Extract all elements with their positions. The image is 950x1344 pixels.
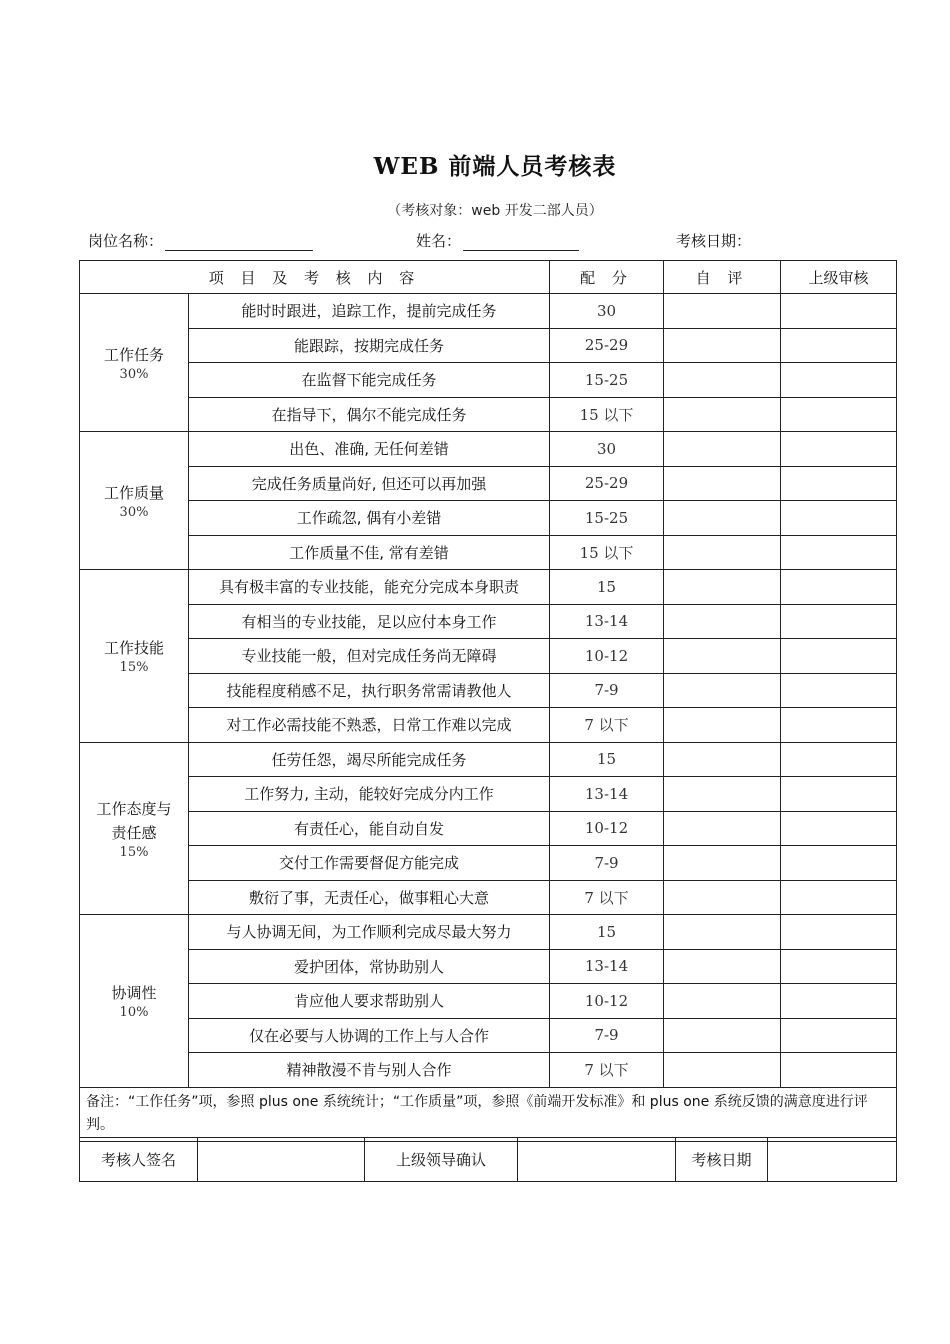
- header-items: 项 目 及 考 核 内 容: [80, 261, 550, 294]
- criteria-score: 15: [550, 915, 664, 950]
- criteria-row: [80, 811, 897, 846]
- criteria-score: 15-25: [550, 363, 664, 398]
- criteria-text: 在指导下，偶尔不能完成任务: [189, 397, 550, 432]
- position-label: 岗位名称：: [88, 232, 164, 250]
- criteria-score: 15: [550, 742, 664, 777]
- self-rating-cell[interactable]: [664, 777, 781, 812]
- criteria-text: 工作疏忽, 偶有小差错: [189, 501, 550, 536]
- self-rating-cell[interactable]: [664, 880, 781, 915]
- assessment-date-label: 考核日期: [676, 1138, 768, 1182]
- criteria-score: 15 以下: [550, 535, 664, 570]
- self-rating-cell[interactable]: [664, 1053, 781, 1088]
- criteria-score: 7-9: [550, 1018, 664, 1053]
- superior-review-cell[interactable]: [781, 535, 897, 570]
- self-rating-cell[interactable]: [664, 432, 781, 467]
- self-rating-cell[interactable]: [664, 466, 781, 501]
- criteria-score: 10-12: [550, 811, 664, 846]
- criteria-score: 7-9: [550, 673, 664, 708]
- criteria-score: 30: [550, 294, 664, 329]
- criteria-text: 对工作必需技能不熟悉，日常工作难以完成: [189, 708, 550, 743]
- criteria-row: [80, 984, 897, 1019]
- criteria-score: 10-12: [550, 984, 664, 1019]
- superior-review-cell[interactable]: [781, 777, 897, 812]
- self-rating-cell[interactable]: [664, 501, 781, 536]
- superior-review-cell[interactable]: [781, 949, 897, 984]
- name-label: 姓名：: [416, 232, 462, 250]
- category-cell: [80, 915, 189, 1088]
- criteria-row: [80, 604, 897, 639]
- criteria-text: 任劳任怨，竭尽所能完成任务: [189, 742, 550, 777]
- criteria-score: 15: [550, 570, 664, 605]
- criteria-row: [80, 1018, 897, 1053]
- criteria-text: 专业技能一般，但对完成任务尚无障碍: [189, 639, 550, 674]
- criteria-text: 工作努力, 主动，能较好完成分内工作: [189, 777, 550, 812]
- criteria-row: [80, 880, 897, 915]
- superior-review-cell[interactable]: [781, 432, 897, 467]
- self-rating-cell[interactable]: [664, 984, 781, 1019]
- criteria-row: [80, 846, 897, 881]
- criteria-score: 13-14: [550, 949, 664, 984]
- self-rating-cell[interactable]: [664, 949, 781, 984]
- superior-review-cell[interactable]: [781, 294, 897, 329]
- category-name: 工作任务: [103, 346, 164, 364]
- category-cell: [80, 432, 189, 570]
- category-weight: 10%: [119, 1005, 149, 1021]
- page-title: WEB 前端人员考核表: [373, 153, 617, 180]
- superior-review-cell[interactable]: [781, 501, 897, 536]
- self-rating-cell[interactable]: [664, 846, 781, 881]
- criteria-text: 精神散漫不肯与别人合作: [189, 1053, 550, 1088]
- criteria-text: 与人协调无间，为工作顺利完成尽最大努力: [189, 915, 550, 950]
- criteria-text: 在监督下能完成任务: [189, 363, 550, 398]
- superior-review-cell[interactable]: [781, 673, 897, 708]
- superior-review-cell[interactable]: [781, 811, 897, 846]
- position-field: [88, 230, 313, 251]
- category-weight: 30%: [119, 367, 149, 382]
- category-name: 协调性: [111, 984, 157, 1003]
- criteria-text: 工作质量不佳, 常有差错: [189, 535, 550, 570]
- criteria-text: 能时时跟进，追踪工作，提前完成任务: [189, 294, 550, 329]
- criteria-score: 7 以下: [550, 708, 664, 743]
- category-name: 工作质量: [103, 484, 164, 502]
- page-subtitle: （考核对象：web 开发二部人员）: [387, 203, 603, 219]
- criteria-row: [80, 535, 897, 570]
- superior-review-cell[interactable]: [781, 397, 897, 432]
- assessor-label: 考核人签名: [80, 1138, 198, 1182]
- superior-review-cell[interactable]: [781, 328, 897, 363]
- criteria-text: 能跟踪，按期完成任务: [189, 328, 550, 363]
- criteria-text: 肯应他人要求帮助别人: [189, 984, 550, 1019]
- self-rating-cell[interactable]: [664, 811, 781, 846]
- date-label: 考核日期：: [676, 232, 752, 250]
- header-score: 配 分: [550, 261, 664, 294]
- note-row: [80, 1087, 897, 1141]
- criteria-text: 完成任务质量尚好, 但还可以再加强: [189, 466, 550, 501]
- signature-row: [80, 1138, 897, 1182]
- category-cell: [80, 570, 189, 743]
- criteria-text: 技能程度稍感不足，执行职务常需请教他人: [189, 673, 550, 708]
- criteria-text: 仅在必要与人协调的工作上与人合作: [189, 1018, 550, 1053]
- criteria-score: 25-29: [550, 328, 664, 363]
- category-name: 工作态度与责任感: [96, 799, 172, 842]
- superior-review-cell[interactable]: [781, 880, 897, 915]
- self-rating-cell[interactable]: [664, 1018, 781, 1053]
- name-field: [416, 230, 579, 251]
- superior-review-cell[interactable]: [781, 1018, 897, 1053]
- header-superior: 上级审核: [781, 261, 897, 294]
- criteria-score: 7 以下: [550, 880, 664, 915]
- superior-review-cell[interactable]: [781, 984, 897, 1019]
- criteria-text: 交付工作需要督促方能完成: [189, 846, 550, 881]
- superior-review-cell[interactable]: [781, 742, 897, 777]
- criteria-row: [80, 639, 897, 674]
- criteria-text: 出色、准确, 无任何差错: [189, 432, 550, 467]
- self-rating-cell[interactable]: [664, 673, 781, 708]
- criteria-score: 30: [550, 432, 664, 467]
- superior-review-cell[interactable]: [781, 639, 897, 674]
- date-field: [676, 230, 751, 251]
- criteria-score: 13-14: [550, 604, 664, 639]
- criteria-score: 10-12: [550, 639, 664, 674]
- self-rating-cell[interactable]: [664, 363, 781, 398]
- criteria-score: 15 以下: [550, 397, 664, 432]
- category-cell: [80, 742, 189, 915]
- criteria-row: [80, 432, 897, 467]
- criteria-score: 15-25: [550, 501, 664, 536]
- assessment-table: [79, 260, 897, 1142]
- superior-review-cell[interactable]: [781, 708, 897, 743]
- criteria-row: [80, 570, 897, 605]
- self-rating-cell[interactable]: [664, 639, 781, 674]
- criteria-row: [80, 949, 897, 984]
- self-rating-cell[interactable]: [664, 708, 781, 743]
- header-self: 自 评: [664, 261, 781, 294]
- category-weight: 15%: [119, 844, 149, 860]
- self-rating-cell[interactable]: [664, 535, 781, 570]
- criteria-row: [80, 328, 897, 363]
- superior-review-cell[interactable]: [781, 846, 897, 881]
- criteria-row: [80, 742, 897, 777]
- table-header-row: [80, 261, 897, 294]
- signature-table: [79, 1137, 897, 1182]
- criteria-row: [80, 294, 897, 329]
- name-blank[interactable]: [463, 236, 579, 251]
- category-weight: 15%: [119, 660, 149, 676]
- criteria-row: [80, 397, 897, 432]
- self-rating-cell[interactable]: [664, 397, 781, 432]
- superior-review-cell[interactable]: [781, 570, 897, 605]
- criteria-row: [80, 466, 897, 501]
- criteria-row: [80, 363, 897, 398]
- self-rating-cell[interactable]: [664, 328, 781, 363]
- self-rating-cell[interactable]: [664, 604, 781, 639]
- criteria-text: 有责任心，能自动自发: [189, 811, 550, 846]
- criteria-score: 25-29: [550, 466, 664, 501]
- self-rating-cell[interactable]: [664, 915, 781, 950]
- criteria-text: 具有极丰富的专业技能，能充分完成本身职责: [189, 570, 550, 605]
- assessor-signature-cell[interactable]: [198, 1138, 365, 1182]
- category-cell: [80, 294, 189, 432]
- criteria-row: [80, 777, 897, 812]
- superior-review-cell[interactable]: [781, 466, 897, 501]
- superior-review-cell[interactable]: [781, 1053, 897, 1088]
- superior-confirm-label: 上级领导确认: [365, 1138, 518, 1182]
- superior-review-cell[interactable]: [781, 604, 897, 639]
- criteria-row: [80, 501, 897, 536]
- criteria-score: 7 以下: [550, 1053, 664, 1088]
- category-name: 工作技能: [103, 639, 164, 658]
- criteria-score: 13-14: [550, 777, 664, 812]
- superior-review-cell[interactable]: [781, 363, 897, 398]
- criteria-text: 敷衍了事，无责任心，做事粗心大意: [189, 880, 550, 915]
- criteria-row: [80, 673, 897, 708]
- superior-review-cell[interactable]: [781, 915, 897, 950]
- position-blank[interactable]: [165, 236, 313, 251]
- superior-confirm-cell[interactable]: [518, 1138, 676, 1182]
- note-text: 备注：“工作任务”项，参照 plus one 系统统计；“工作质量”项，参照《前端开发标准》和 plus one 系统反馈的满意度进行评判。: [80, 1087, 897, 1141]
- self-rating-cell[interactable]: [664, 742, 781, 777]
- criteria-text: 爱护团体，常协助别人: [189, 949, 550, 984]
- category-weight: 30%: [119, 505, 149, 520]
- criteria-row: [80, 708, 897, 743]
- criteria-row: [80, 1053, 897, 1088]
- self-rating-cell[interactable]: [664, 294, 781, 329]
- criteria-text: 有相当的专业技能，足以应付本身工作: [189, 604, 550, 639]
- self-rating-cell[interactable]: [664, 570, 781, 605]
- criteria-score: 7-9: [550, 846, 664, 881]
- criteria-row: [80, 915, 897, 950]
- assessment-date-cell[interactable]: [768, 1138, 897, 1182]
